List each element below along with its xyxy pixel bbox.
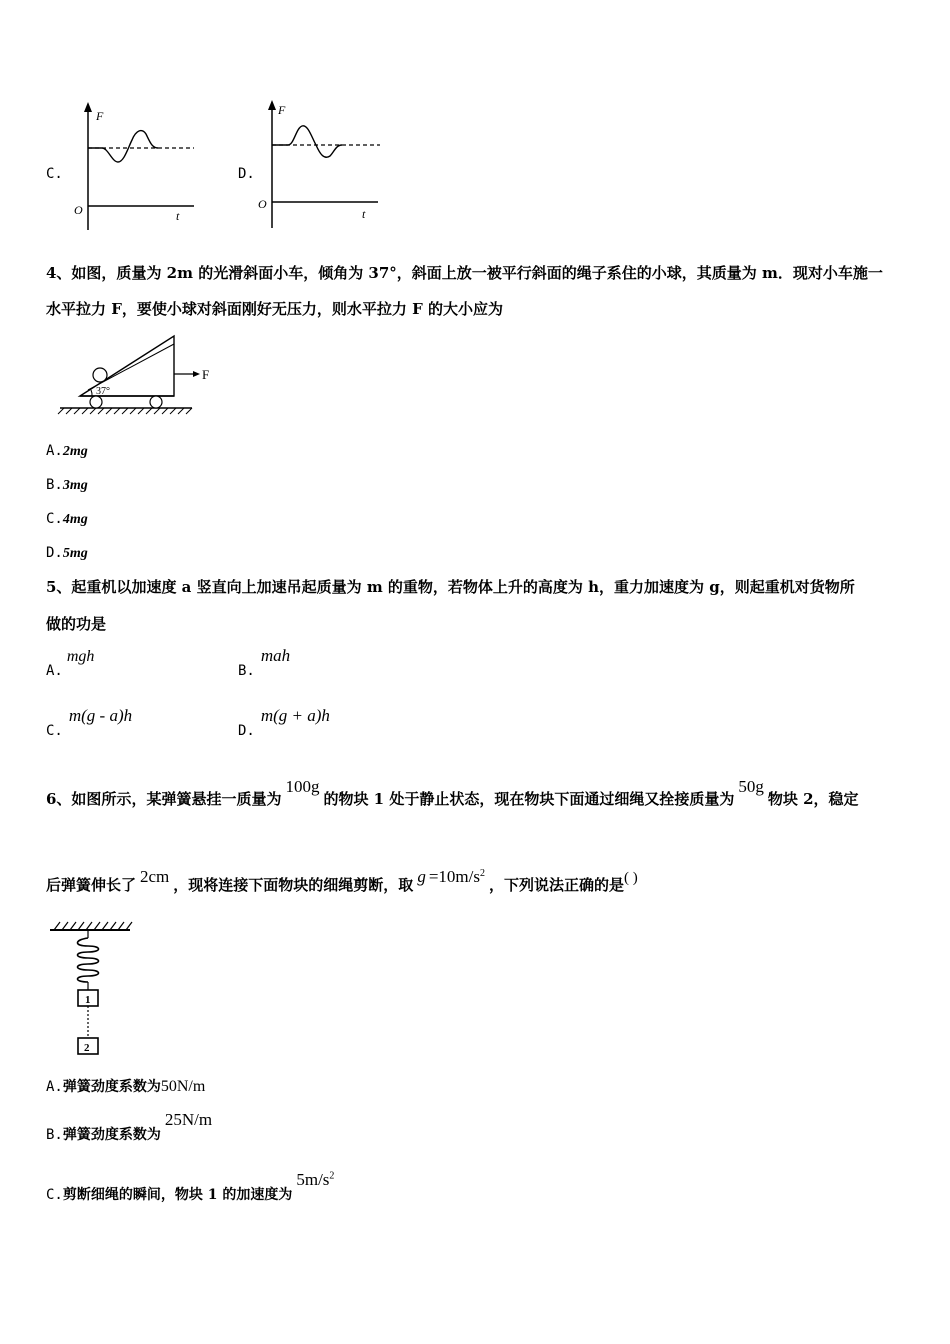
q5-option-b-label: B. bbox=[238, 663, 255, 679]
q6-block1-label: 1 bbox=[85, 994, 91, 1006]
q5-option-a-value: mgh bbox=[66, 648, 95, 665]
q6-stem-c: 物块 2，稳定 bbox=[767, 790, 859, 808]
q6-option-c-label: C. bbox=[46, 1187, 63, 1203]
q6-option-b[interactable] bbox=[46, 1110, 213, 1143]
q6-mass2: 50g bbox=[738, 777, 764, 796]
q4-option-a-value: 2mg bbox=[62, 444, 88, 459]
q5-option-d-value: m(g + a)h bbox=[260, 706, 330, 725]
q4-incline-cart-figure bbox=[58, 330, 228, 415]
q4-option-a[interactable] bbox=[46, 440, 88, 460]
q3-option-d-graph bbox=[258, 98, 398, 233]
q5-option-d-label: D. bbox=[238, 723, 255, 739]
q6-option-b-text: 弹簧劲度系数为 bbox=[62, 1127, 161, 1143]
q4-option-c-label: C. bbox=[46, 511, 63, 527]
q6-stem-f: ，下列说法正确的是 bbox=[488, 876, 624, 894]
q6-stem-d: 后弹簧伸长了 bbox=[46, 876, 137, 894]
q3-option-d-label: D. bbox=[238, 166, 255, 182]
q6-option-c-value: 5m/s bbox=[296, 1170, 330, 1189]
q4-option-d-value: 5mg bbox=[62, 546, 88, 561]
q5-option-d[interactable] bbox=[238, 706, 330, 739]
q6-stem-line1 bbox=[46, 777, 859, 809]
q6-option-c-exponent: 2 bbox=[329, 1170, 335, 1182]
q3-d-axis-f: F bbox=[278, 103, 286, 117]
q5-option-a[interactable] bbox=[46, 646, 95, 679]
q4-option-a-label: A. bbox=[46, 443, 63, 459]
q4-stem-line2: 水平拉力 F，要使小球对斜面刚好无压力，则水平拉力 F 的大小应为 bbox=[46, 300, 503, 318]
q4-force-label: F bbox=[202, 367, 210, 382]
q6-option-c-text: 剪断细绳的瞬间，物块 1 的加速度为 bbox=[62, 1187, 293, 1203]
q3-d-axis-o: O bbox=[258, 197, 267, 211]
q6-option-c[interactable] bbox=[46, 1170, 335, 1203]
q6-option-b-value: 25N/m bbox=[164, 1110, 213, 1129]
q6-option-a[interactable] bbox=[46, 1076, 205, 1096]
q6-stem-line2 bbox=[46, 867, 638, 895]
q5-option-b-value: mah bbox=[260, 646, 291, 665]
q4-option-d-label: D. bbox=[46, 545, 63, 561]
q5-option-c-label: C. bbox=[46, 723, 63, 739]
q6-stretch: 2cm bbox=[140, 867, 170, 886]
q6-option-a-value: 50N/m bbox=[160, 1078, 206, 1095]
q3-d-axis-t: t bbox=[362, 207, 366, 221]
q4-option-b[interactable] bbox=[46, 474, 88, 494]
q4-angle-label: 37° bbox=[96, 386, 110, 397]
q6-block2-label: 2 bbox=[84, 1042, 90, 1054]
q4-option-c[interactable] bbox=[46, 508, 88, 528]
q6-stem-b: 的物块 1 处于静止状态，现在物块下面通过细绳又拴接质量为 bbox=[323, 790, 735, 808]
q5-stem-line2: 做的功是 bbox=[46, 615, 107, 633]
q6-g-symbol: g bbox=[417, 867, 426, 886]
q5-stem-line1: 5、起重机以加速度 a 竖直向上加速吊起质量为 m 的重物，若物体上升的高度为 h，重力加速度为 g，则起重机对货物所 bbox=[46, 578, 855, 596]
q5-option-c[interactable] bbox=[46, 706, 133, 739]
q3-option-c-graph bbox=[66, 100, 206, 235]
q4-stem-line1: 4、如图，质量为 2m 的光滑斜面小车，倾角为 37°，斜面上放一被平行斜面的绳子系住的小球，其质量为 m．现对小车施一 bbox=[46, 264, 883, 282]
q6-g-value: =10m/s bbox=[428, 867, 480, 886]
q5-option-c-value: m(g - a)h bbox=[68, 706, 133, 725]
q6-stem-a: 6、如图所示，某弹簧悬挂一质量为 bbox=[46, 790, 282, 808]
q4-option-b-value: 3mg bbox=[62, 478, 88, 493]
q3-c-axis-f: F bbox=[96, 109, 104, 123]
q3-c-axis-o: O bbox=[74, 203, 83, 217]
q5-option-a-label: A. bbox=[46, 663, 63, 679]
q4-option-c-value: 4mg bbox=[62, 512, 88, 527]
q4-option-b-label: B. bbox=[46, 477, 63, 493]
q6-spring-figure bbox=[46, 920, 136, 1060]
q6-option-a-label: A. bbox=[46, 1079, 63, 1095]
q6-option-a-text: 弹簧劲度系数为 bbox=[62, 1079, 161, 1095]
q3-c-axis-t: t bbox=[176, 209, 180, 223]
q4-option-d[interactable] bbox=[46, 542, 88, 562]
q6-stem-e: ，现将连接下面物块的细绳剪断，取 bbox=[173, 876, 414, 894]
q3-option-c-label: C. bbox=[46, 166, 63, 182]
q6-option-b-label: B. bbox=[46, 1127, 63, 1143]
q5-option-b[interactable] bbox=[238, 646, 291, 679]
q6-answer-paren: ( ) bbox=[623, 870, 638, 886]
q6-g-exponent: 2 bbox=[479, 868, 485, 879]
q6-mass1: 100g bbox=[285, 777, 320, 796]
